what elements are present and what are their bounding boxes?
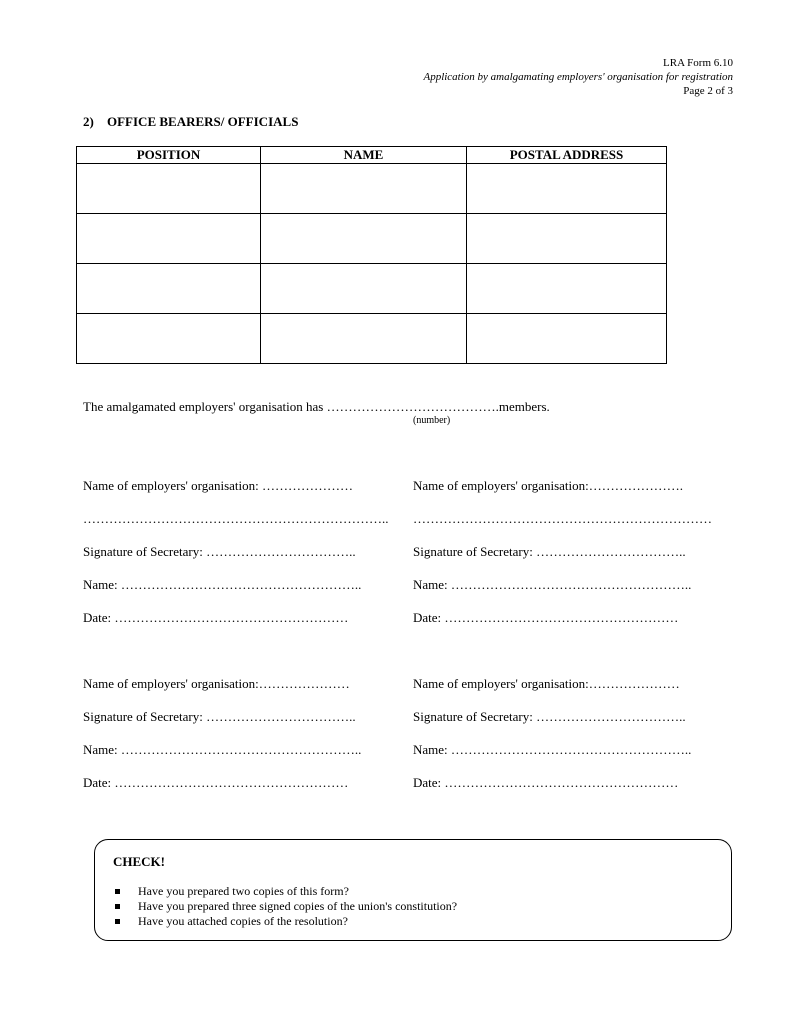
signatory-name-field-1[interactable]: Name: ……………………………………………….. (83, 577, 362, 592)
section-number: 2) (83, 114, 94, 129)
table-row (77, 164, 667, 214)
section-heading (83, 114, 298, 130)
section-title: OFFICE BEARERS/ OFFICIALS (107, 114, 299, 129)
position-cell[interactable] (77, 264, 261, 314)
name-cell[interactable] (261, 214, 467, 264)
checklist-item (113, 899, 457, 914)
bullet-icon (115, 904, 120, 909)
date-field-2[interactable]: Date: ……………………………………………… (413, 610, 679, 625)
number-note: (number) (413, 415, 451, 426)
checklist-item (113, 884, 457, 899)
bullet-icon (115, 889, 120, 894)
postal-address-cell[interactable] (467, 264, 667, 314)
members-statement (83, 399, 550, 415)
signatory-name-field-3[interactable]: Name: ……………………………………………….. (83, 742, 362, 757)
org-name-field-1[interactable]: Name of employers' organisation: ………………… (83, 478, 354, 493)
position-cell[interactable] (77, 164, 261, 214)
bullet-icon (115, 919, 120, 924)
name-cell[interactable] (261, 264, 467, 314)
name-cell[interactable] (261, 314, 467, 364)
checklist-item-text: Have you prepared three signed copies of the union's constitution? (138, 899, 458, 913)
column-header-name: NAME (261, 147, 467, 164)
date-field-1[interactable]: Date: ……………………………………………… (83, 610, 349, 625)
checklist-title: CHECK! (113, 854, 165, 869)
form-id: LRA Form 6.10 (663, 57, 733, 69)
table-row (77, 314, 667, 364)
checklist (113, 884, 457, 929)
date-field-3[interactable]: Date: ……………………………………………… (83, 775, 349, 790)
postal-address-cell[interactable] (467, 164, 667, 214)
org-name-field-4[interactable]: Name of employers' organisation:………………… (413, 676, 680, 691)
position-cell[interactable] (77, 314, 261, 364)
checklist-item (113, 914, 457, 929)
checklist-item-text: Have you prepared two copies of this form? (138, 884, 349, 898)
page-header (423, 56, 733, 98)
secretary-signature-field-4[interactable]: Signature of Secretary: …………………………….. (413, 709, 686, 724)
name-cell[interactable] (261, 164, 467, 214)
office-bearers-table (76, 146, 667, 364)
table-row (77, 214, 667, 264)
date-field-4[interactable]: Date: ……………………………………………… (413, 775, 679, 790)
org-name-field-3[interactable]: Name of employers' organisation:………………… (83, 676, 350, 691)
members-suffix: members. (498, 399, 550, 414)
secretary-signature-field-3[interactable]: Signature of Secretary: …………………………….. (83, 709, 356, 724)
checklist-box (94, 839, 732, 941)
checklist-item-text: Have you attached copies of the resolution? (138, 914, 348, 928)
signatory-name-field-4[interactable]: Name: ……………………………………………….. (413, 742, 692, 757)
postal-address-cell[interactable] (467, 214, 667, 264)
members-prefix: The amalgamated employers' organisation has (83, 399, 327, 414)
postal-address-cell[interactable] (467, 314, 667, 364)
members-count-field[interactable]: …………………………………. (326, 399, 499, 414)
position-cell[interactable] (77, 214, 261, 264)
secretary-signature-field-2[interactable]: Signature of Secretary: …………………………….. (413, 544, 686, 559)
column-header-position: POSITION (77, 147, 261, 164)
form-subtitle: Application by amalgamating employers' organisation for registration (423, 71, 733, 83)
org-name-continuation-1[interactable]: …………………………………………………………….. (83, 511, 389, 526)
page-number: Page 2 of 3 (683, 85, 733, 97)
signatory-name-field-2[interactable]: Name: ……………………………………………….. (413, 577, 692, 592)
column-header-postal-address: POSTAL ADDRESS (467, 147, 667, 164)
table-row (77, 264, 667, 314)
org-name-field-2[interactable]: Name of employers' organisation:…………………. (413, 478, 684, 493)
org-name-continuation-2[interactable]: …………………………………………………………… (413, 511, 712, 526)
secretary-signature-field-1[interactable]: Signature of Secretary: …………………………….. (83, 544, 356, 559)
table-header-row (77, 147, 667, 164)
